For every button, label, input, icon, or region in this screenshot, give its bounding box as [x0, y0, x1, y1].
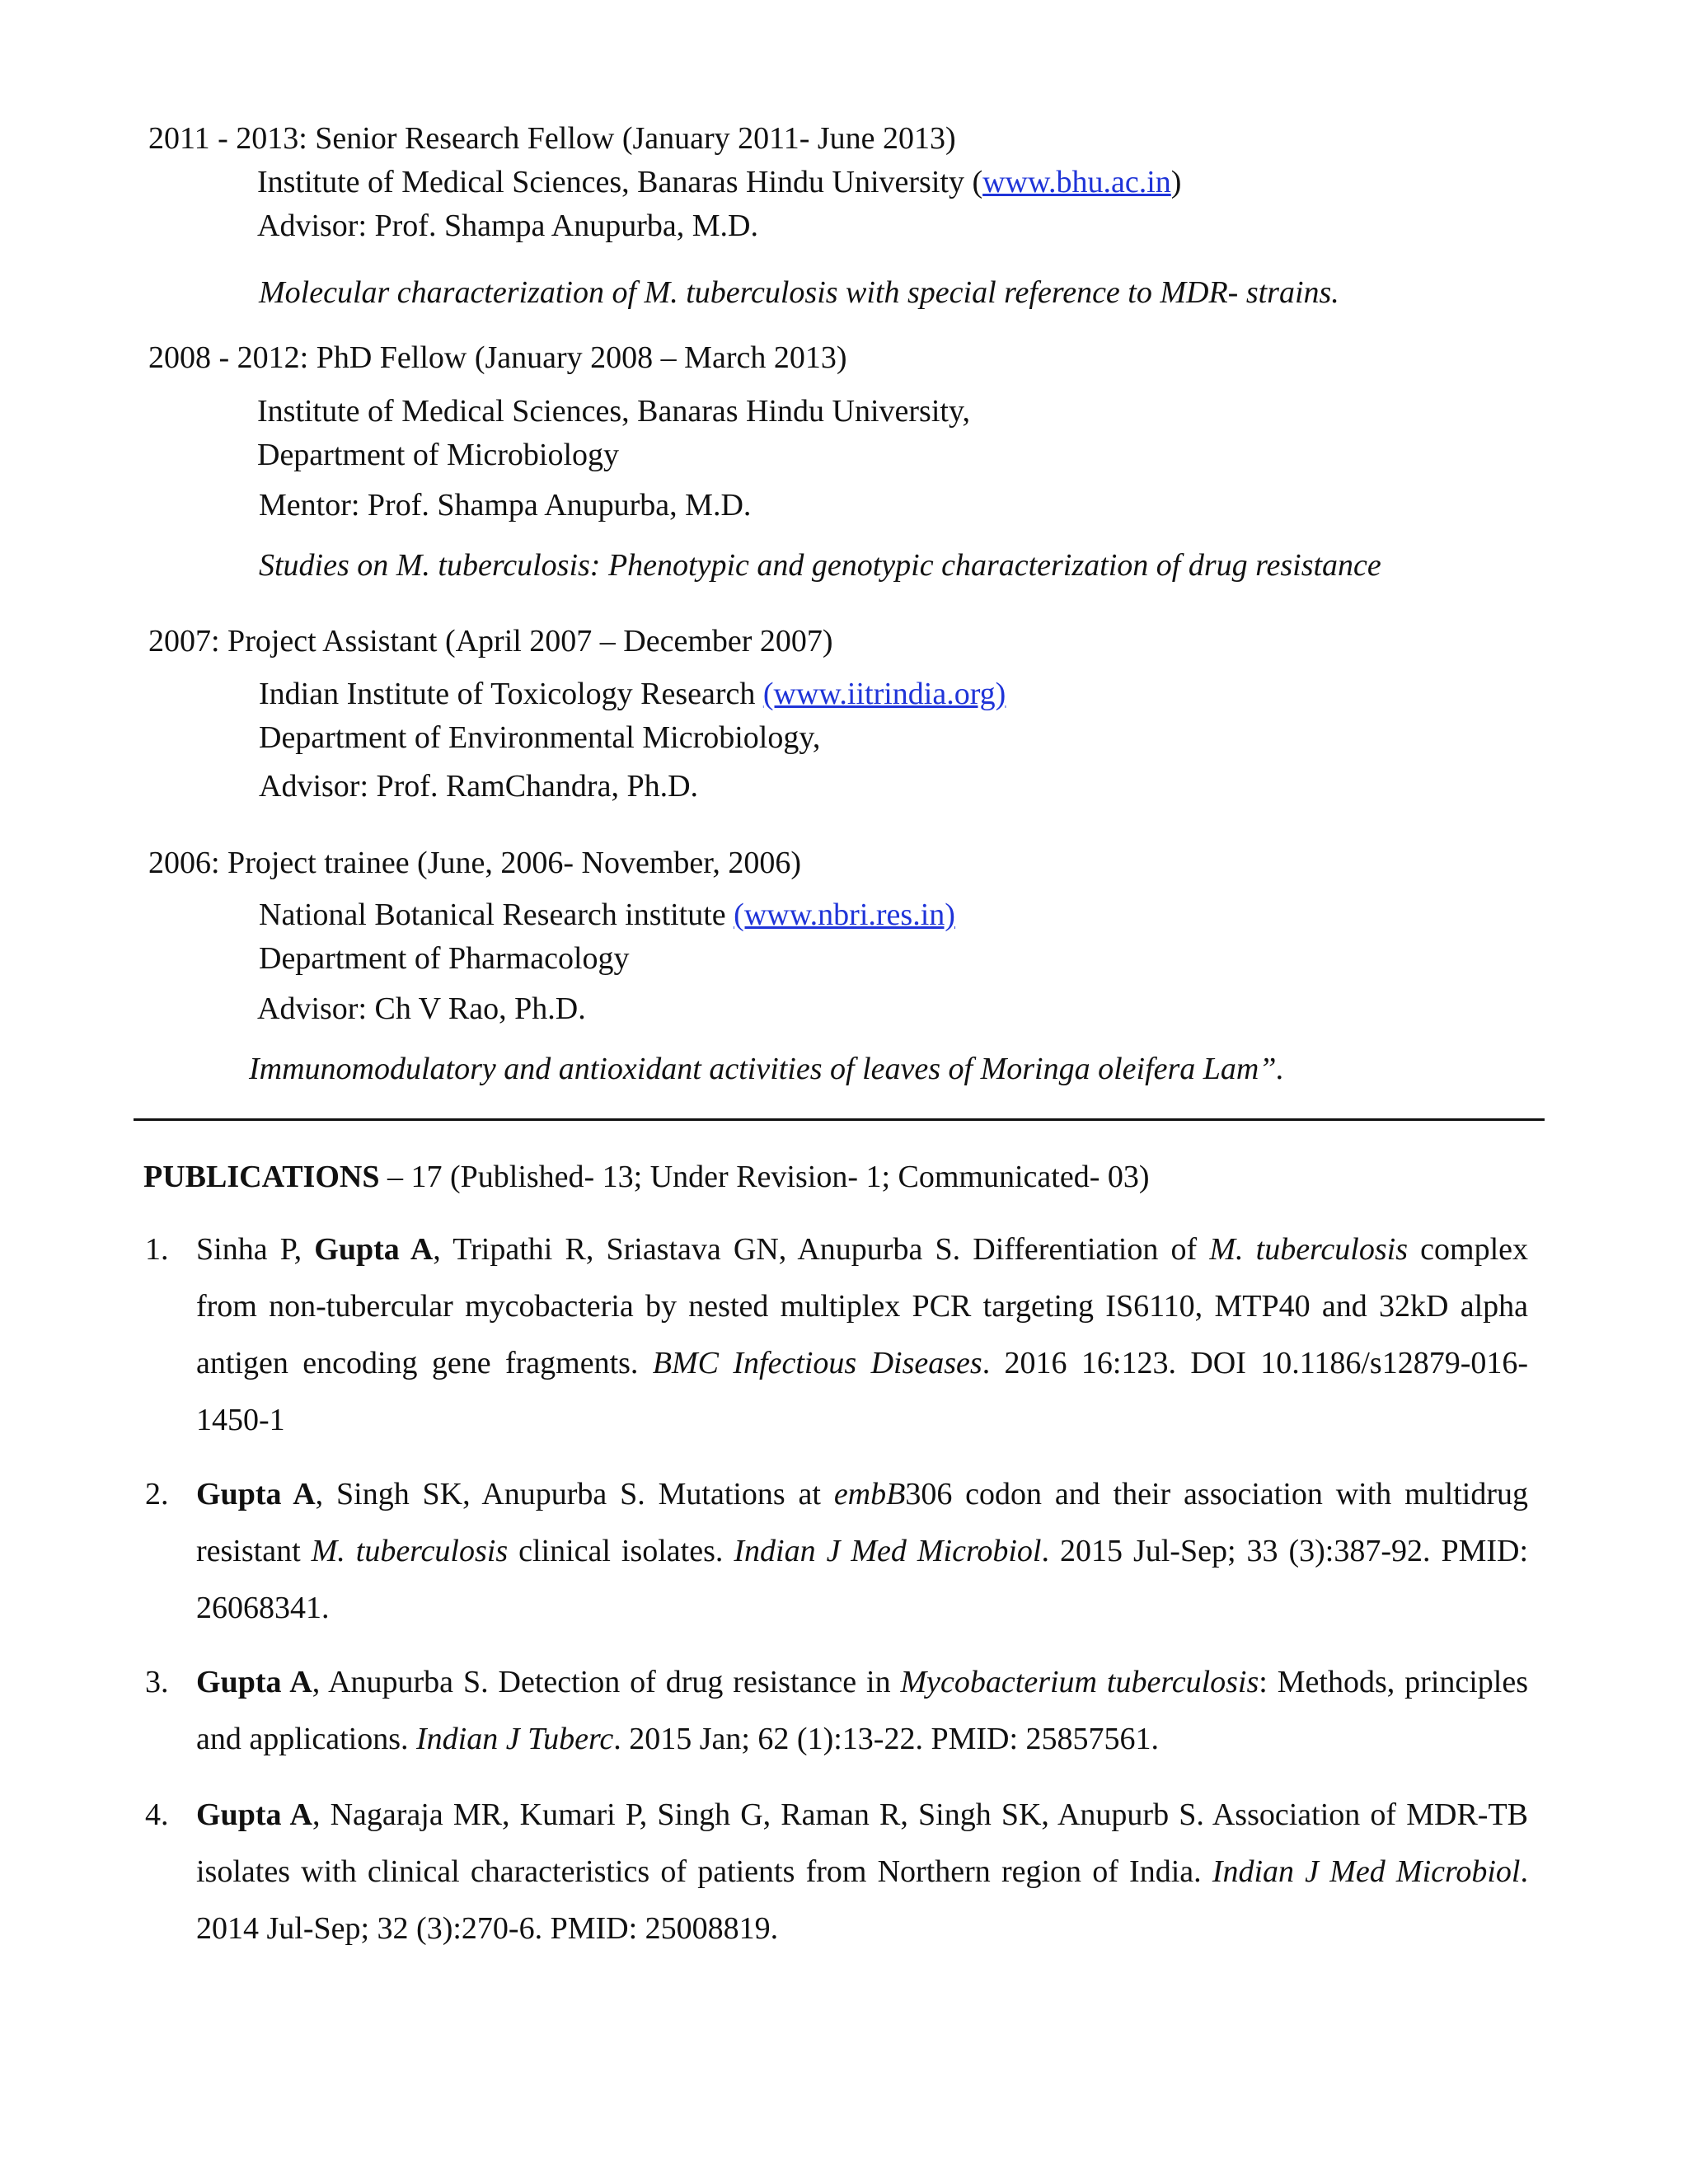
position-heading: 2008 - 2012: PhD Fellow (January 2008 – March 2013)	[148, 340, 847, 375]
position-department: Department of Environmental Microbiology,	[259, 720, 821, 755]
position-institution: Institute of Medical Sciences, Banaras Hindu University (www.bhu.ac.in)	[257, 165, 1182, 199]
position-heading: 2006: Project trainee (June, 2006- November, 2006)	[148, 846, 802, 880]
position-advisor: Mentor: Prof. Shampa Anupurba, M.D.	[259, 488, 752, 523]
publication-entry: Sinha P, Gupta A, Tripathi R, Sriastava GN, Anupurba S. Differentiation of M. tuberculosis complex from non-tubercular mycobacteria by nested multiplex PCR targeting IS6110, MTP40 and 32kD alpha antigen encoding gene fragments. BMC Infectious Diseases. 2016 16:123. DOI 10.1186/s12879-016-1450-1	[196, 1232, 1529, 1437]
publication-number: 3.	[145, 1665, 169, 1699]
publication-number: 1.	[145, 1232, 169, 1267]
nbri-link[interactable]: (www.nbri.res.in)	[734, 898, 955, 932]
position-institution: Institute of Medical Sciences, Banaras Hindu University,	[257, 394, 970, 429]
position-advisor: Advisor: Prof. Shampa Anupurba, M.D.	[257, 209, 758, 243]
position-advisor: Advisor: Ch V Rao, Ph.D.	[257, 991, 586, 1026]
publication-entry: Gupta A, Nagaraja MR, Kumari P, Singh G, Raman R, Singh SK, Anupurb S. Association of MDR-TB isolates with clinical characteristics of patients from Northern region of India. Indian J Med Microbiol. 2014 Jul-Sep; 32 (3):270-6. PMID: 25008819.	[196, 1797, 1528, 1946]
position-advisor: Advisor: Prof. RamChandra, Ph.D.	[259, 769, 699, 804]
position-project: Studies on M. tuberculosis: Phenotypic and genotypic characterization of drug resistance	[259, 548, 1381, 583]
position-heading: 2011 - 2013: Senior Research Fellow (January 2011- June 2013)	[148, 121, 956, 156]
position-heading: 2007: Project Assistant (April 2007 – December 2007)	[148, 624, 833, 658]
publication-number: 4.	[145, 1797, 169, 1832]
publication-number: 2.	[145, 1477, 169, 1511]
position-project: Molecular characterization of M. tuberculosis with special reference to MDR- strains.	[259, 275, 1339, 310]
bhu-link[interactable]: www.bhu.ac.in	[982, 165, 1171, 199]
section-divider	[134, 1118, 1545, 1121]
publication-entry: Gupta A, Singh SK, Anupurba S. Mutations at embB306 codon and their association with multidrug resistant M. tuberculosis clinical isolates. Indian J Med Microbiol. 2015 Jul-Sep; 33 (3):387-92. PMID: 26068341.	[196, 1477, 1529, 1625]
position-project: Immunomodulatory and antioxidant activities of leaves of Moringa oleifera Lam”.	[249, 1052, 1284, 1086]
position-institution: Indian Institute of Toxicology Research (www.iitrindia.org)	[259, 677, 1006, 711]
publications-heading: PUBLICATIONS – 17 (Published- 13; Under Revision- 1; Communicated- 03)	[143, 1160, 1150, 1194]
iitr-link[interactable]: (www.iitrindia.org)	[762, 677, 1006, 711]
position-department: Department of Pharmacology	[259, 941, 630, 976]
publication-entry: Gupta A, Anupurba S. Detection of drug resistance in Mycobacterium tuberculosis: Methods, principles and applications. Indian J Tuberc. 2015 Jan; 62 (1):13-22. PMID: 25857561.	[196, 1665, 1529, 1756]
position-institution: National Botanical Research institute (www.nbri.res.in)	[259, 898, 955, 932]
position-department: Department of Microbiology	[257, 438, 620, 472]
